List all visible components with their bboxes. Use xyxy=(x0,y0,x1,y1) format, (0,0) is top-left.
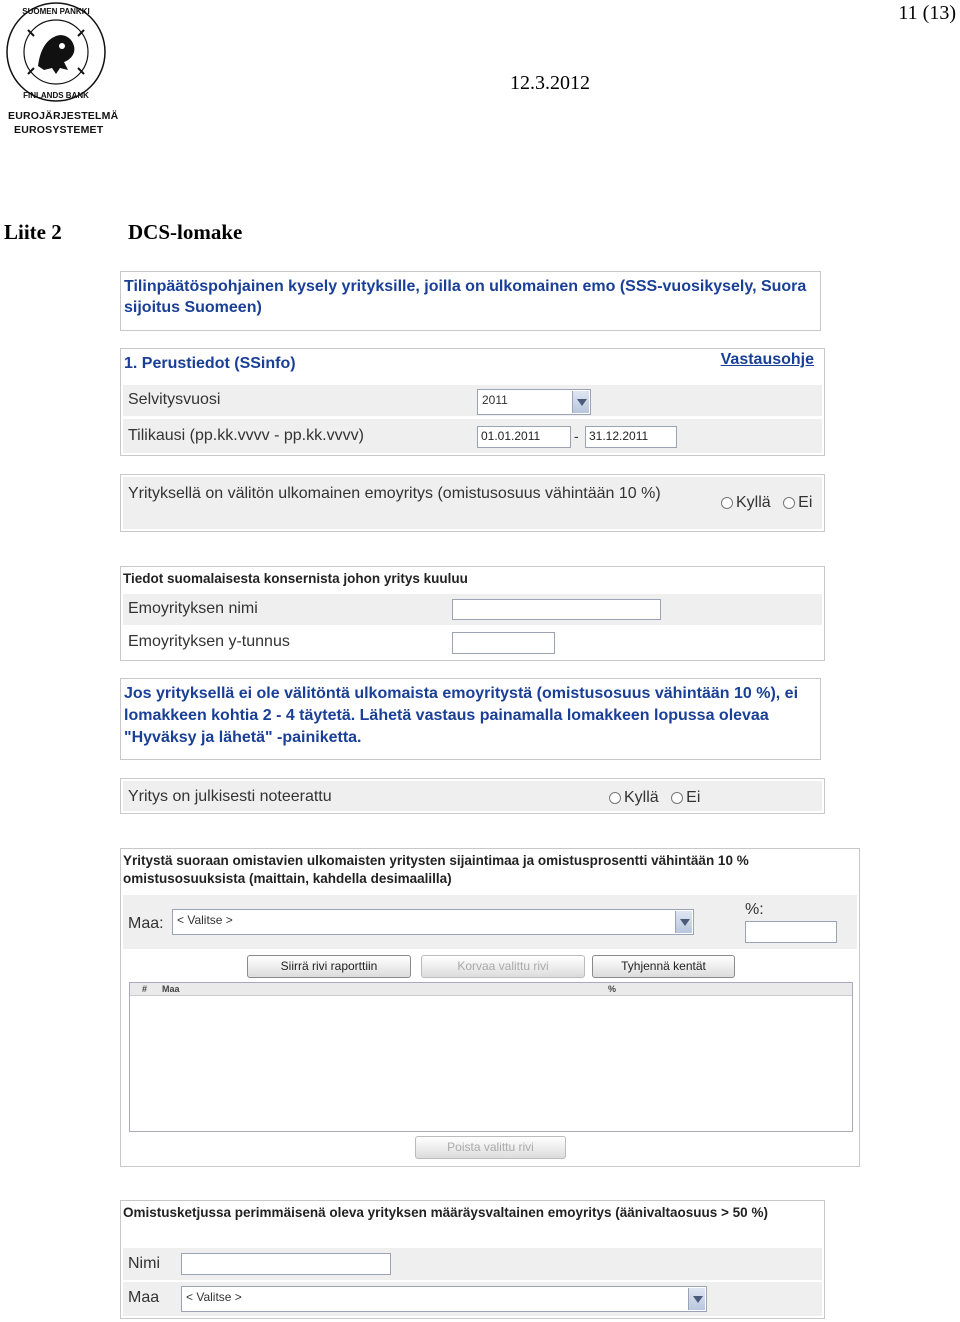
table-header xyxy=(130,983,852,996)
year-label: Selvitysvuosi xyxy=(128,391,221,408)
listed-yes-label: Kyllä xyxy=(624,789,659,806)
move-row-button[interactable]: Siirrä rivi raporttiin xyxy=(247,955,411,978)
parent-yes-label: Kyllä xyxy=(736,494,771,511)
survey-title-box xyxy=(120,271,821,331)
svg-text:FINLANDS BANK: FINLANDS BANK xyxy=(23,91,89,100)
owners-input-row xyxy=(123,895,857,949)
country-label: Maa: xyxy=(128,915,164,932)
listed-options xyxy=(609,789,708,807)
parent-question-row xyxy=(123,477,822,529)
col-country-header: Maa xyxy=(162,984,180,994)
listed-yes-radio[interactable] xyxy=(609,792,621,804)
period-dash: - xyxy=(574,428,579,444)
parent-id-row xyxy=(123,628,822,659)
year-value: 2011 xyxy=(482,393,508,407)
parent-yes-radio[interactable] xyxy=(721,497,733,509)
page-number: 11 (13) xyxy=(898,2,956,24)
ultimate-name-label: Nimi xyxy=(128,1255,160,1272)
parent-question-box xyxy=(120,474,825,532)
percent-label: %: xyxy=(745,901,764,918)
group-info-box xyxy=(120,566,825,661)
ultimate-name-row xyxy=(123,1248,822,1280)
notice-text: Jos yrityksellä ei ole välitöntä ulkomaista emoyritystä (omistusosuus vähintään 10 %), ei lomakkeen kohtia 2 - 4 täytetä. Lähetä vastaus painamalla lomakkeen lopussa olevaa "Hyväksy ja lähetä" -painiketta. xyxy=(124,685,799,746)
survey-title: Tilinpäätöspohjainen kysely yrityksille, joilla on ulkomainen emo (SSS-vuosikysely, Suora sijoitus Suomeen) xyxy=(124,278,807,316)
section-basic-info xyxy=(120,348,825,456)
parent-question-options xyxy=(721,494,820,512)
chevron-down-icon xyxy=(688,1288,705,1310)
attachment-label: Liite 2 xyxy=(4,220,62,244)
parent-name-input[interactable] xyxy=(452,599,661,620)
parent-name-row xyxy=(123,594,822,625)
group-info-title: Tiedot suomalaisesta konsernista johon yritys kuuluu xyxy=(123,571,468,586)
lion-seal-icon xyxy=(4,0,108,106)
owners-title: Yritystä suoraan omistavien ulkomaisten yritysten sijaintimaa ja omistusprosentti vähintään 10 % omistusosuuksista (maittain, kahdella desimaalilla) xyxy=(123,853,749,886)
ultimate-title: Omistusketjussa perimmäisenä oleva yrityksen määräysvaltainen emoyritys (äänivaltaosuus > 50 %) xyxy=(123,1205,768,1220)
ultimate-country-row xyxy=(123,1282,822,1316)
listed-box xyxy=(120,778,825,814)
clear-fields-button[interactable]: Tyhjennä kentät xyxy=(592,955,735,978)
parent-name-label: Emoyrityksen nimi xyxy=(128,600,258,617)
ultimate-country-placeholder: < Valitse > xyxy=(186,1290,242,1304)
notice-box xyxy=(120,678,821,760)
listed-no-radio[interactable] xyxy=(671,792,683,804)
year-row xyxy=(123,385,822,416)
delete-row-button[interactable]: Poista valittu rivi xyxy=(415,1136,566,1159)
period-row xyxy=(123,419,822,453)
logo-line-eurojarjestelma: EUROJÄRJESTELMÄ xyxy=(8,110,119,122)
chevron-down-icon xyxy=(675,911,692,933)
help-link[interactable]: Vastausohje xyxy=(720,351,814,368)
parent-id-input[interactable] xyxy=(452,632,555,654)
country-placeholder: < Valitse > xyxy=(177,913,233,927)
document-title: DCS-lomake xyxy=(128,220,243,244)
ultimate-parent-box xyxy=(120,1200,825,1319)
section-title: 1. Perustiedot (SSinfo) xyxy=(124,355,296,372)
period-label: Tilikausi (pp.kk.vvvv - pp.kk.vvvv) xyxy=(128,427,364,444)
logo-line-eurosystemet: EUROSYSTEMET xyxy=(14,124,104,136)
percent-input[interactable] xyxy=(745,921,837,943)
suomen-pankki-logo xyxy=(4,0,119,140)
parent-no-label: Ei xyxy=(798,494,813,511)
col-percent-header: % xyxy=(608,984,617,994)
period-end-input[interactable]: 31.12.2011 xyxy=(585,426,677,448)
parent-id-label: Emoyrityksen y-tunnus xyxy=(128,633,290,650)
svg-text:SUOMEN PANKKI: SUOMEN PANKKI xyxy=(22,7,90,16)
country-select[interactable] xyxy=(172,909,694,935)
replace-row-button[interactable]: Korvaa valittu rivi xyxy=(421,955,585,978)
listed-text: Yritys on julkisesti noteerattu xyxy=(128,788,332,805)
period-start-input[interactable]: 01.01.2011 xyxy=(477,426,571,448)
ultimate-name-input[interactable] xyxy=(181,1253,391,1275)
document-date: 12.3.2012 xyxy=(510,72,590,94)
listed-no-label: Ei xyxy=(686,789,701,806)
col-num-header: # xyxy=(142,984,148,994)
year-select[interactable] xyxy=(477,389,591,415)
ultimate-country-select[interactable] xyxy=(181,1286,707,1312)
parent-no-radio[interactable] xyxy=(783,497,795,509)
chevron-down-icon xyxy=(572,391,589,413)
listed-row xyxy=(123,781,822,811)
owners-box xyxy=(120,848,860,1167)
parent-question-text: Yrityksellä on välitön ulkomainen emoyritys (omistusosuus vähintään 10 %) xyxy=(128,485,661,502)
owners-report-table[interactable] xyxy=(129,982,853,1132)
ultimate-country-label: Maa xyxy=(128,1289,160,1306)
